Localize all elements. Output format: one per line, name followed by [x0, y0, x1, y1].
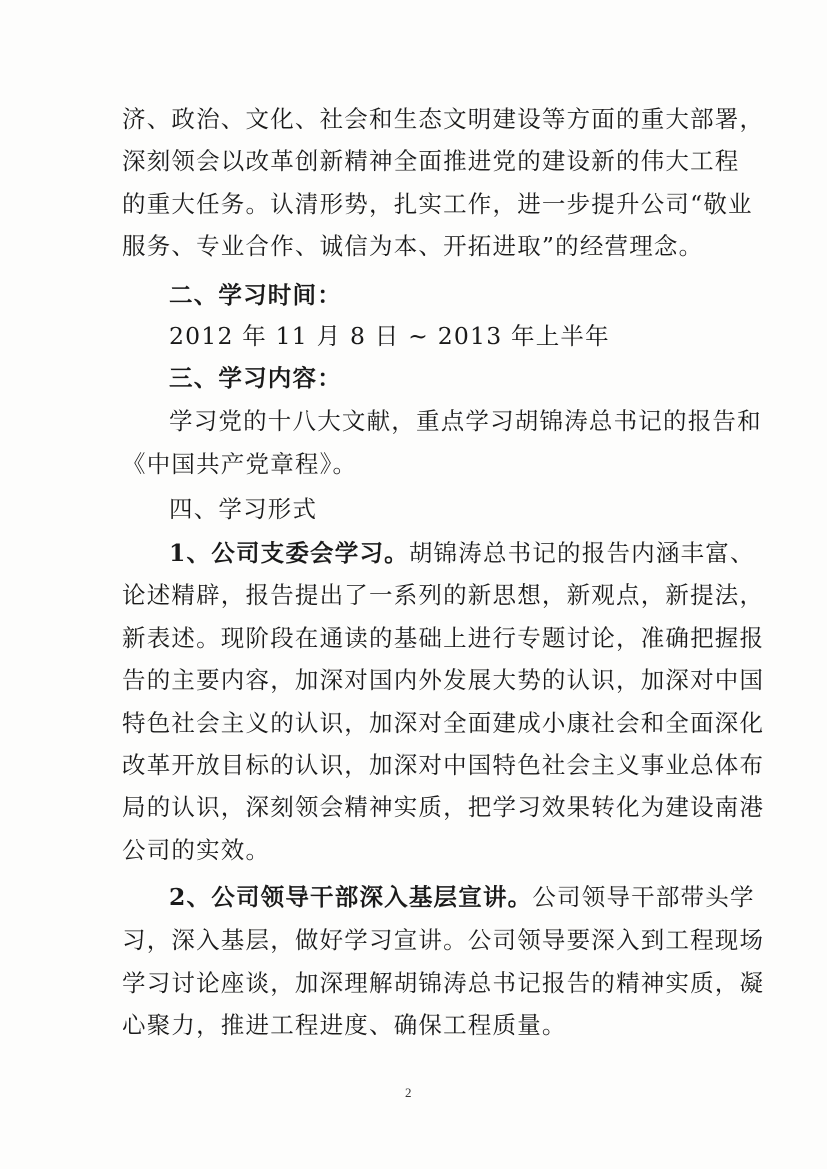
item-1-line-2: 论述精辟，报告提出了一系列的新思想，新观点，新提法，: [122, 581, 765, 609]
item-1-line-8: 公司的实效。: [122, 836, 271, 864]
item-1-first-line-text: 胡锦涛总书记的报告内涵丰富、: [408, 539, 755, 567]
item-1-line-3: 新表述。现阶段在通读的基础上进行专题讨论，准确把握报: [122, 624, 765, 652]
paragraph-1-line-4: 服务、专业合作、诚信为本、开拓进取”的经营理念。: [122, 232, 704, 260]
item-1-line-4: 告的主要内容，加深对国内外发展大势的认识，加深对中国: [122, 666, 765, 694]
paragraph-1-line-1: 济、政治、文化、社会和生态文明建设等方面的重大部署，: [122, 105, 765, 133]
item-2-first-line: [169, 882, 755, 912]
item-2-line-4: 心聚力，推进工程进度、确保工程质量。: [122, 1011, 567, 1039]
study-time-value: 2012 年 11 月 8 日 ~ 2013 年上半年: [169, 322, 610, 350]
item-1-line-6: 改革开放目标的认识，加深对中国特色社会主义事业总体布: [122, 751, 765, 779]
content-line-2: 《中国共产党章程》。: [122, 450, 358, 478]
content-line-1: 学习党的十八大文献，重点学习胡锦涛总书记的报告和: [169, 407, 762, 435]
item-2-line-3: 学习讨论座谈，加深理解胡锦涛总书记报告的精神实质，凝: [122, 969, 765, 997]
heading-study-content: 三、学习内容：: [169, 364, 342, 392]
paragraph-1-line-2: 深刻领会以改革创新精神全面推进党的建设新的伟大工程: [122, 147, 740, 175]
page-number: 2: [405, 1085, 412, 1100]
item-1-line-5: 特色社会主义的认识，加深对全面建成小康社会和全面深化: [122, 709, 765, 737]
item-1-first-line: [169, 538, 755, 568]
item-1-line-7: 局的认识，深刻领会精神实质，把学习效果转化为建设南港: [122, 793, 765, 821]
item-2-first-line-text: 公司领导干部带头学: [532, 883, 755, 911]
paragraph-1-line-3: 的重大任务。认清形势，扎实工作，进一步提升公司“敬业: [122, 190, 753, 218]
item-1-title: 1、公司支委会学习。: [169, 539, 409, 567]
item-2-line-2: 习，深入基层，做好学习宣讲。公司领导要深入到工程现场: [122, 926, 765, 954]
heading-study-form: 四、学习形式: [169, 495, 318, 523]
heading-study-time: 二、学习时间：: [169, 281, 342, 309]
item-2-title: 2、公司领导干部深入基层宣讲。: [169, 883, 533, 911]
